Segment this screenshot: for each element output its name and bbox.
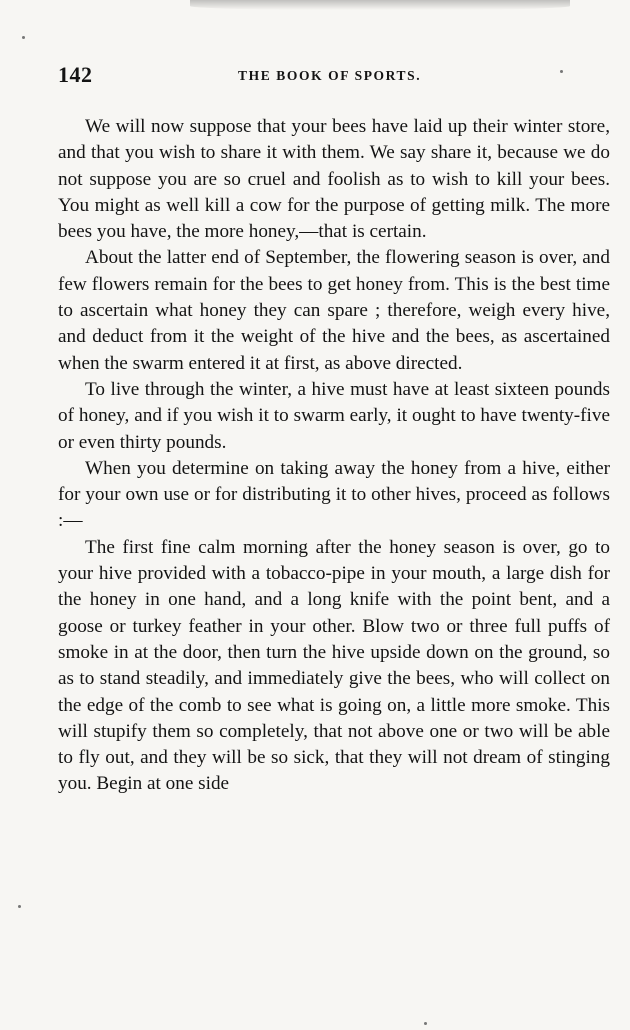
paragraph: To live through the winter, a hive must have at least sixteen pounds of honey, and if you wish it to swarm early, it ought to have twenty-five or even thirty pounds.	[58, 378, 610, 453]
paragraph: When you determine on taking away the honey from a hive, either for your own use or for distributing it to other hives, proceed as follows :—	[58, 457, 610, 532]
running-head: THE BOOK OF SPORTS.	[238, 68, 422, 83]
scan-speck	[18, 905, 21, 908]
scan-speck	[424, 1022, 427, 1025]
paragraph: We will now suppose that your bees have laid up their winter store, and that you wish to share it with them. We say share it, because we do not suppose you are so cruel and foolish as to wish to kill your bees. You might as well kill a cow for the purpose of getting milk. The more bees you have, the more honey,—that is certain.	[58, 116, 610, 243]
scan-smudge	[190, 0, 570, 10]
scan-speck	[22, 36, 25, 39]
paragraph: About the latter end of September, the flowering season is over, and few flowers remain for the bees to get honey from. This is the best time to ascertain what honey they can spare ; therefore, weigh every hive, and deduct from it the weight of the hive and the bees, as ascertained when the swarm entered it at first, as above directed.	[58, 247, 610, 374]
page-number: 142	[58, 62, 93, 87]
page-header	[58, 62, 598, 92]
paragraph: The first fine calm morning after the honey season is over, go to your hive provided with a tobacco-pipe in your mouth, a large dish for the honey in one hand, and a long knife with the point bent, and a goose or turkey feather in your other. Blow two or three full puffs of smoke in at the door, then turn the hive upside down on the ground, so as to stand steadily, and immediately give the bees, who will collect on the edge of the comb to see what is going on, a little more smoke. This will stupify them so completely, that not above one or two will be able to fly out, and they will be so sick, that they will not dream of stinging you. Begin at one side	[58, 536, 610, 795]
body-text	[58, 114, 610, 798]
